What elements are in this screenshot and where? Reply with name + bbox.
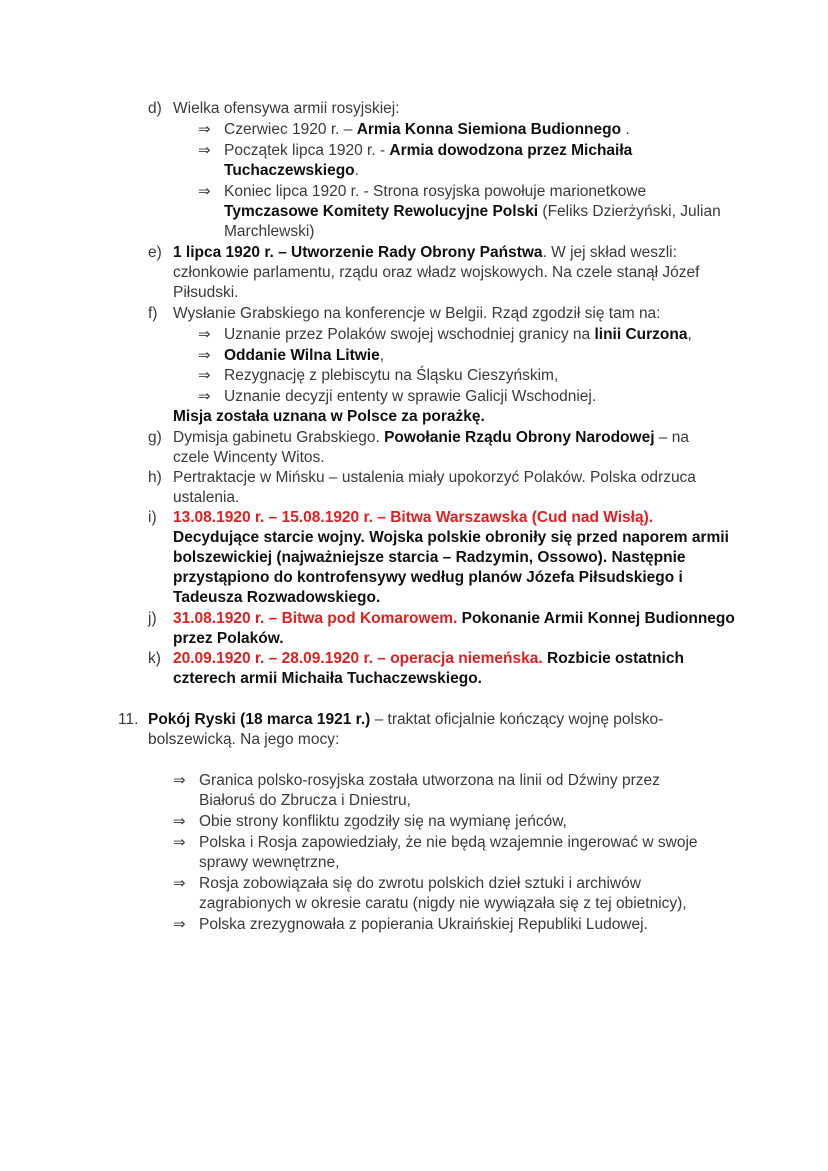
- item-i-line-5: Tadeusza Rozwadowskiego.: [173, 589, 381, 606]
- section-11-bullet-4: Rosja zobowiązała się do zwrotu polskich dzieł sztuki i archiwów: [199, 875, 641, 892]
- item-e-line-1: 1 lipca 1920 r. – Utworzenie Rady Obrony Państwa. W jej skład weszli:: [173, 244, 677, 261]
- item-label-f: f): [148, 305, 158, 322]
- item-d-bullet-3: Koniec lipca 1920 r. - Strona rosyjska powołuje marionetkowe: [224, 183, 647, 200]
- arrow-icon: ⇒: [198, 347, 211, 364]
- item-h-line-2: ustalenia.: [173, 489, 240, 506]
- section-number-11: 11.: [118, 711, 139, 728]
- item-label-i: i): [148, 509, 157, 526]
- item-j-line-1: 31.08.1920 r. – Bitwa pod Komarowem. Pokonanie Armii Konnej Budionnego: [173, 610, 735, 627]
- item-d-bullet-2-cont: Tuchaczewskiego.: [224, 162, 359, 179]
- item-g-line-1: Dymisja gabinetu Grabskiego. Powołanie Rządu Obrony Narodowej – na: [173, 429, 689, 446]
- arrow-icon: ⇒: [173, 916, 186, 933]
- item-f-text: Wysłanie Grabskiego na konferencje w Belgii. Rząd zgodził się tam na:: [173, 305, 661, 322]
- item-f-bullet-4: Uznanie decyzji ententy w sprawie Galicji Wschodniej.: [224, 388, 597, 405]
- item-label-h: h): [148, 469, 162, 486]
- section-11-bullet-3-cont: sprawy wewnętrzne,: [199, 854, 340, 871]
- arrow-icon: ⇒: [198, 367, 211, 384]
- arrow-icon: ⇒: [173, 834, 186, 851]
- section-11-bullet-3: Polska i Rosja zapowiedziały, że nie będą wzajemnie ingerować w swoje: [199, 834, 698, 851]
- item-f-bullet-2: Oddanie Wilna Litwie,: [224, 347, 385, 364]
- arrow-icon: ⇒: [173, 813, 186, 830]
- section-11-line-1: Pokój Ryski (18 marca 1921 r.) – traktat oficjalnie kończący wojnę polsko-: [148, 711, 664, 728]
- item-h-line-1: Pertraktacje w Mińsku – ustalenia miały upokorzyć Polaków. Polska odrzuca: [173, 469, 696, 486]
- item-d-bullet-2: Początek lipca 1920 r. - Armia dowodzona przez Michaiła: [224, 142, 633, 159]
- item-k-line-2: czterech armii Michaiła Tuchaczewskiego.: [173, 670, 482, 687]
- item-i-line-3: bolszewickiej (najważniejsze starcia – Radzymin, Ossowo). Następnie: [173, 549, 686, 566]
- item-j-line-2: przez Polaków.: [173, 630, 284, 647]
- item-g-line-2: czele Wincenty Witos.: [173, 449, 325, 466]
- arrow-icon: ⇒: [173, 875, 186, 892]
- section-11-bullet-5: Polska zrezygnowała z popierania Ukraińskiej Republiki Ludowej.: [199, 916, 648, 933]
- item-i-headline: 13.08.1920 r. – 15.08.1920 r. – Bitwa Warszawska (Cud nad Wisłą).: [173, 509, 654, 526]
- item-e-line-2: członkowie parlamentu, rządu oraz władz wojskowych. Na czele stanął Józef: [173, 264, 700, 281]
- item-label-k: k): [148, 650, 161, 667]
- item-f-bullet-3: Rezygnację z plebiscytu na Śląsku Cieszyńskim,: [224, 367, 559, 384]
- arrow-icon: ⇒: [198, 121, 211, 138]
- item-label-j: j): [148, 610, 157, 627]
- section-11-line-2: bolszewicką. Na jego mocy:: [148, 731, 340, 748]
- item-label-d: d): [148, 100, 162, 117]
- item-d-text: Wielka ofensywa armii rosyjskiej:: [173, 100, 400, 117]
- item-i-line-4: przystąpiono do kontrofensywy według planów Józefa Piłsudskiego i: [173, 569, 683, 586]
- arrow-icon: ⇒: [198, 183, 211, 200]
- arrow-icon: ⇒: [198, 388, 211, 405]
- item-d-bullet-1: Czerwiec 1920 r. – Armia Konna Siemiona Budionnego .: [224, 121, 630, 138]
- arrow-icon: ⇒: [198, 326, 211, 343]
- section-11-bullet-2: Obie strony konfliktu zgodziły się na wymianę jeńców,: [199, 813, 567, 830]
- item-e-line-3: Piłsudski.: [173, 284, 239, 301]
- arrow-icon: ⇒: [173, 772, 186, 789]
- item-d-bullet-3-cont: Tymczasowe Komitety Rewolucyjne Polski (Feliks Dzierżyński, Julian: [224, 203, 721, 220]
- section-11-bullet-1-cont: Białoruś do Zbrucza i Dniestru,: [199, 792, 411, 809]
- item-label-e: e): [148, 244, 162, 261]
- item-f-summary: Misja została uznana w Polsce za porażkę.: [173, 408, 485, 425]
- item-label-g: g): [148, 429, 162, 446]
- item-k-line-1: 20.09.1920 r. – 28.09.1920 r. – operacja niemeńska. Rozbicie ostatnich: [173, 650, 684, 667]
- item-i-line-2: Decydujące starcie wojny. Wojska polskie obroniły się przed naporem armii: [173, 529, 729, 546]
- item-d-bullet-3-cont2: Marchlewski): [224, 223, 315, 240]
- section-11-bullet-4-cont: zagrabionych w okresie caratu (nigdy nie wywiązała się z tej obietnicy),: [199, 895, 687, 912]
- item-f-bullet-1: Uznanie przez Polaków swojej wschodniej granicy na linii Curzona,: [224, 326, 692, 343]
- section-11-bullet-1: Granica polsko-rosyjska została utworzona na linii od Dźwiny przez: [199, 772, 660, 789]
- arrow-icon: ⇒: [198, 142, 211, 159]
